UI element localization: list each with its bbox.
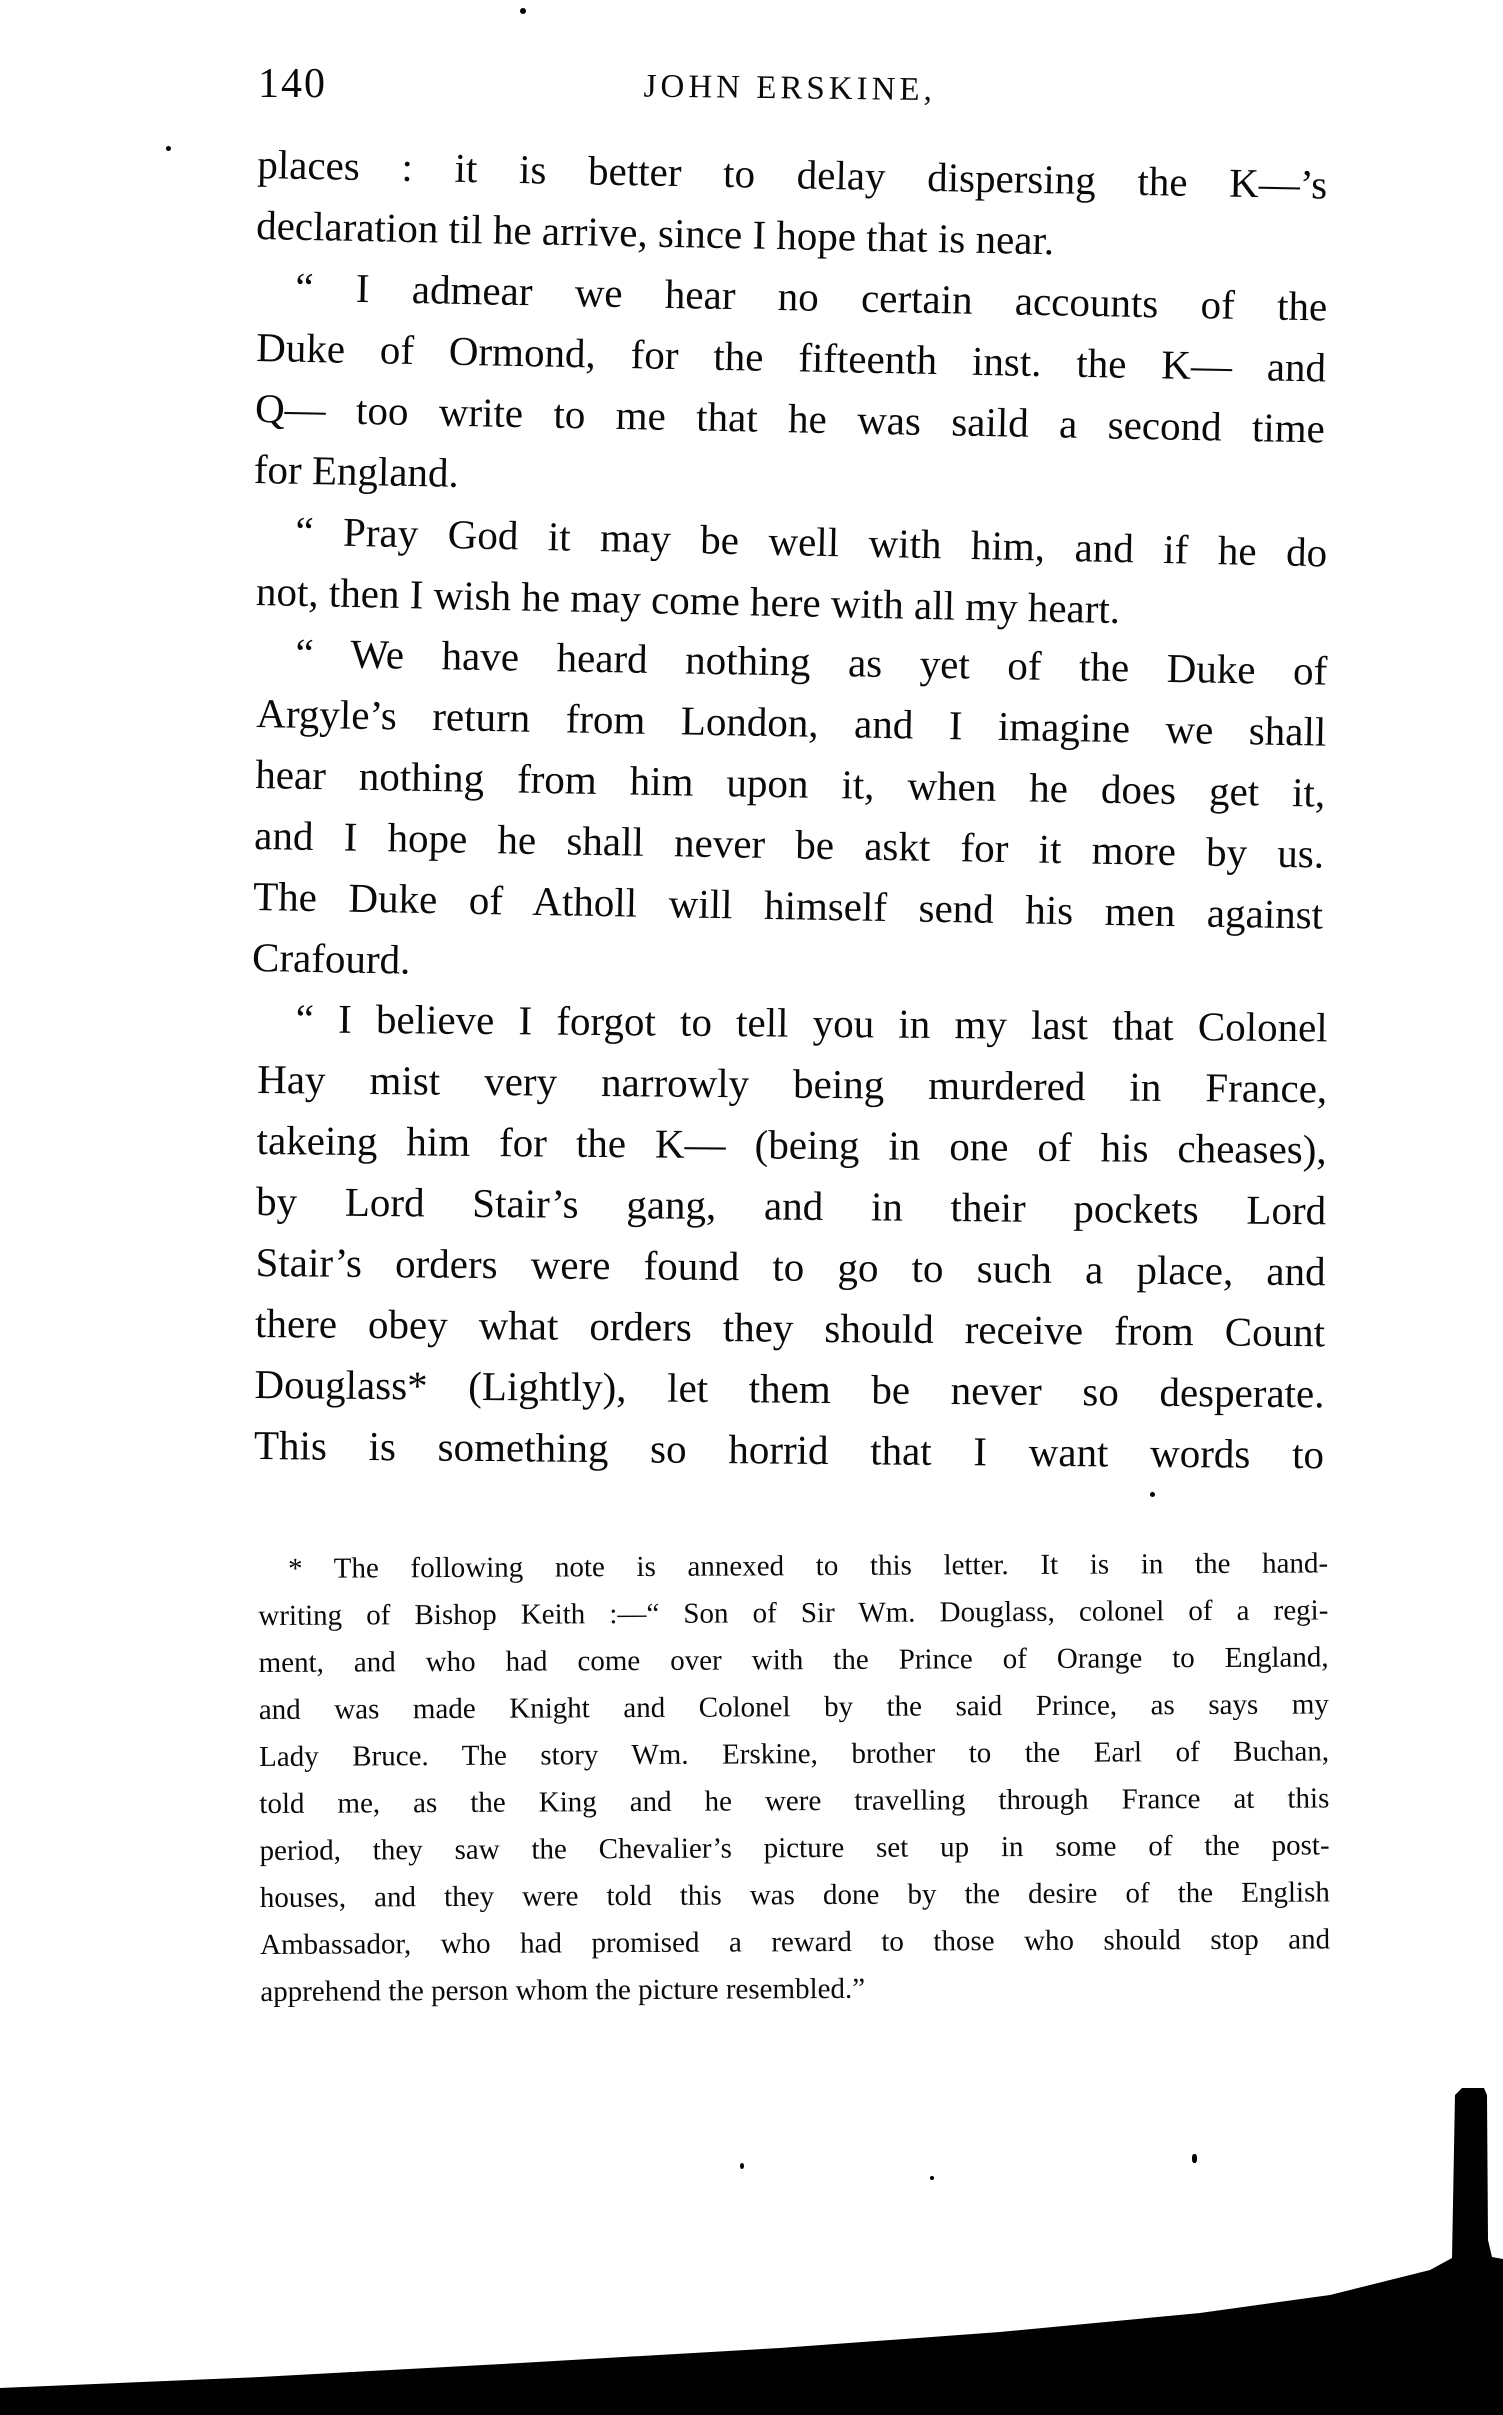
- footnote-line: told me, as the King and he were travelling through France at this: [259, 1782, 1330, 1820]
- text-line: for England.: [253, 445, 460, 496]
- footnote-line: Lady Bruce. The story Wm. Erskine, brother to the Earl of Buchan,: [259, 1735, 1330, 1773]
- page-number: 140: [258, 61, 327, 107]
- text-line: Argyle’s return from London, and I imagine we shall: [256, 689, 1327, 755]
- text-line: Q— too write to me that he was saild a second time: [254, 384, 1326, 452]
- text-line: hear nothing from him upon it, when he does get it,: [254, 750, 1326, 816]
- text-line: Stair’s orders were found to go to such a place, and: [255, 1238, 1326, 1295]
- text-line: declaration til he arrive, since I hope that is near.: [255, 201, 1055, 264]
- footnote-line: and was made Knight and Colonel by the said Prince, as says my: [258, 1688, 1329, 1726]
- text-line: The Duke of Atholl will himself send his men against: [252, 872, 1324, 938]
- text-line: by Lord Stair’s gang, and in their pockets Lord: [255, 1177, 1327, 1234]
- footnote-line: houses, and they were told this was done by the desire of the English: [259, 1876, 1330, 1914]
- text-line: “ I believe I forgot to tell you in my last that Colonel: [295, 995, 1328, 1051]
- running-header: JOHN ERSKINE,: [643, 68, 937, 109]
- text-line: “ Pray God it may be well with him, and if he do: [294, 507, 1328, 576]
- text-line: places : it is better to delay dispersing the K—’s: [256, 140, 1328, 208]
- footnote-line: Ambassador, who had promised a reward to those who should stop and: [260, 1923, 1331, 1961]
- footnote-line: writing of Bishop Keith :—“ Son of Sir Wm. Douglass, colonel of a regi-: [258, 1594, 1329, 1632]
- text-line: Hay mist very narrowly being murdered in France,: [257, 1055, 1328, 1112]
- text-line: and I hope he shall never be askt for it more by us.: [253, 811, 1325, 877]
- text-line: Douglass* (Lightly), let them be never so desperate.: [254, 1360, 1325, 1417]
- text-line: there obey what orders they should receive from Count: [254, 1299, 1326, 1356]
- text-line: “ I admear we hear no certain accounts of the: [294, 263, 1328, 330]
- text-line: Crafourd.: [251, 933, 411, 983]
- text-line: Duke of Ormond, for the fifteenth inst. the K— and: [255, 323, 1327, 391]
- text-line: “ We have heard nothing as yet of the Duke of: [295, 629, 1328, 694]
- text-line: not, then I wish he may come here with all my heart.: [255, 567, 1121, 633]
- footnote-line: ment, and who had come over with the Prince of Orange to England,: [258, 1641, 1329, 1679]
- footnote-line: period, they saw the Chevalier’s picture set up in some of the post-: [259, 1829, 1330, 1867]
- text-line: This is something so horrid that I want words to: [253, 1421, 1325, 1478]
- footnote-line: apprehend the person whom the picture resembled.”: [260, 1972, 866, 2008]
- text-line: takeing him for the K— (being in one of his cheases),: [256, 1116, 1327, 1173]
- footnote-line: * The following note is annexed to this letter. It is in the hand-: [288, 1547, 1329, 1585]
